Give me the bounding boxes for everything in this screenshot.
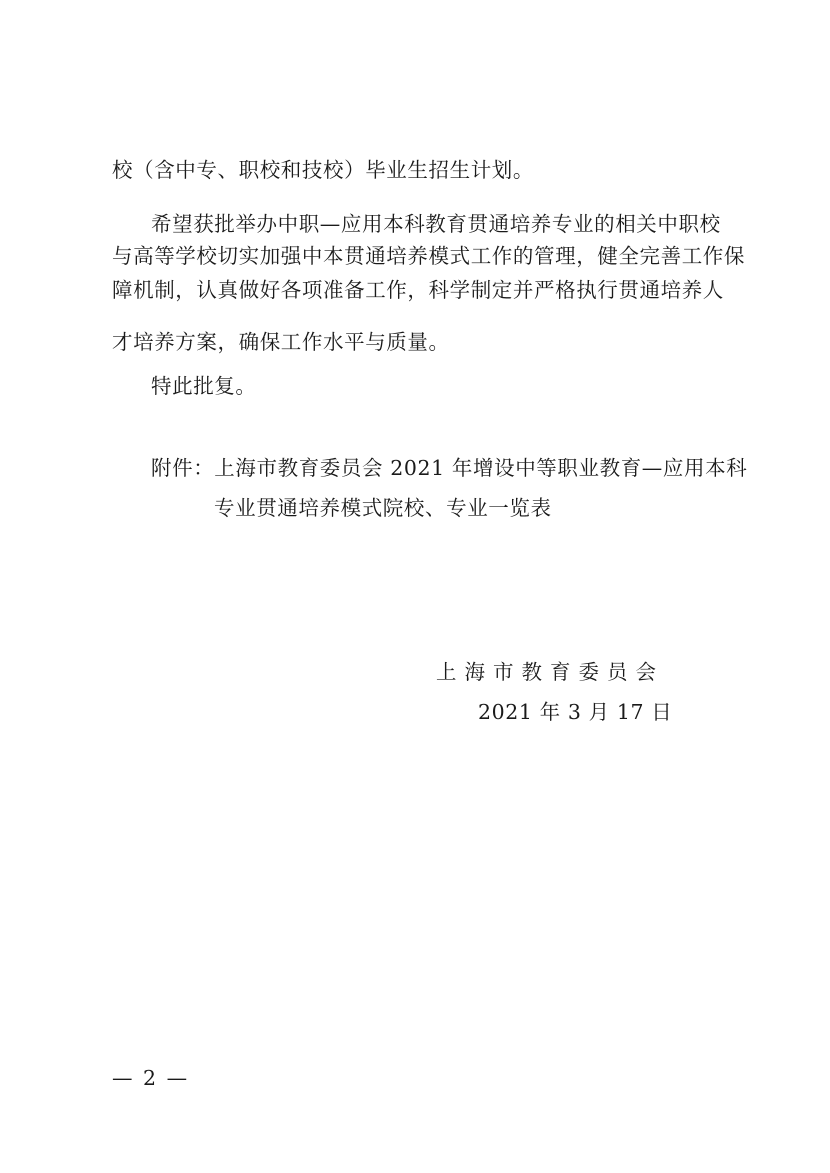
signature-date: 2021 年 3 月 17 日 [478,700,673,724]
body-line-1: 校（含中专、职校和技校）毕业生招生计划。 [112,158,534,182]
body-line-2: 希望获批举办中职—应用本科教育贯通培养专业的相关中职校 [151,212,721,236]
page-number: — 2 — [112,1066,190,1090]
attachment-line-2: 专业贯通培养模式院校、专业一览表 [214,496,552,520]
attachment-line-1: 附件：上海市教育委员会 2021 年增设中等职业教育—应用本科 [151,456,748,480]
body-line-4: 障机制，认真做好各项准备工作，科学制定并严格执行贯通培养人 [112,278,724,302]
body-line-6: 特此批复。 [151,374,257,398]
body-line-3: 与高等学校切实加强中本贯通培养模式工作的管理，健全完善工作保 [112,244,745,268]
body-line-5: 才培养方案，确保工作水平与质量。 [112,330,450,354]
signature-organization: 上海市教育委员会 [436,660,664,684]
